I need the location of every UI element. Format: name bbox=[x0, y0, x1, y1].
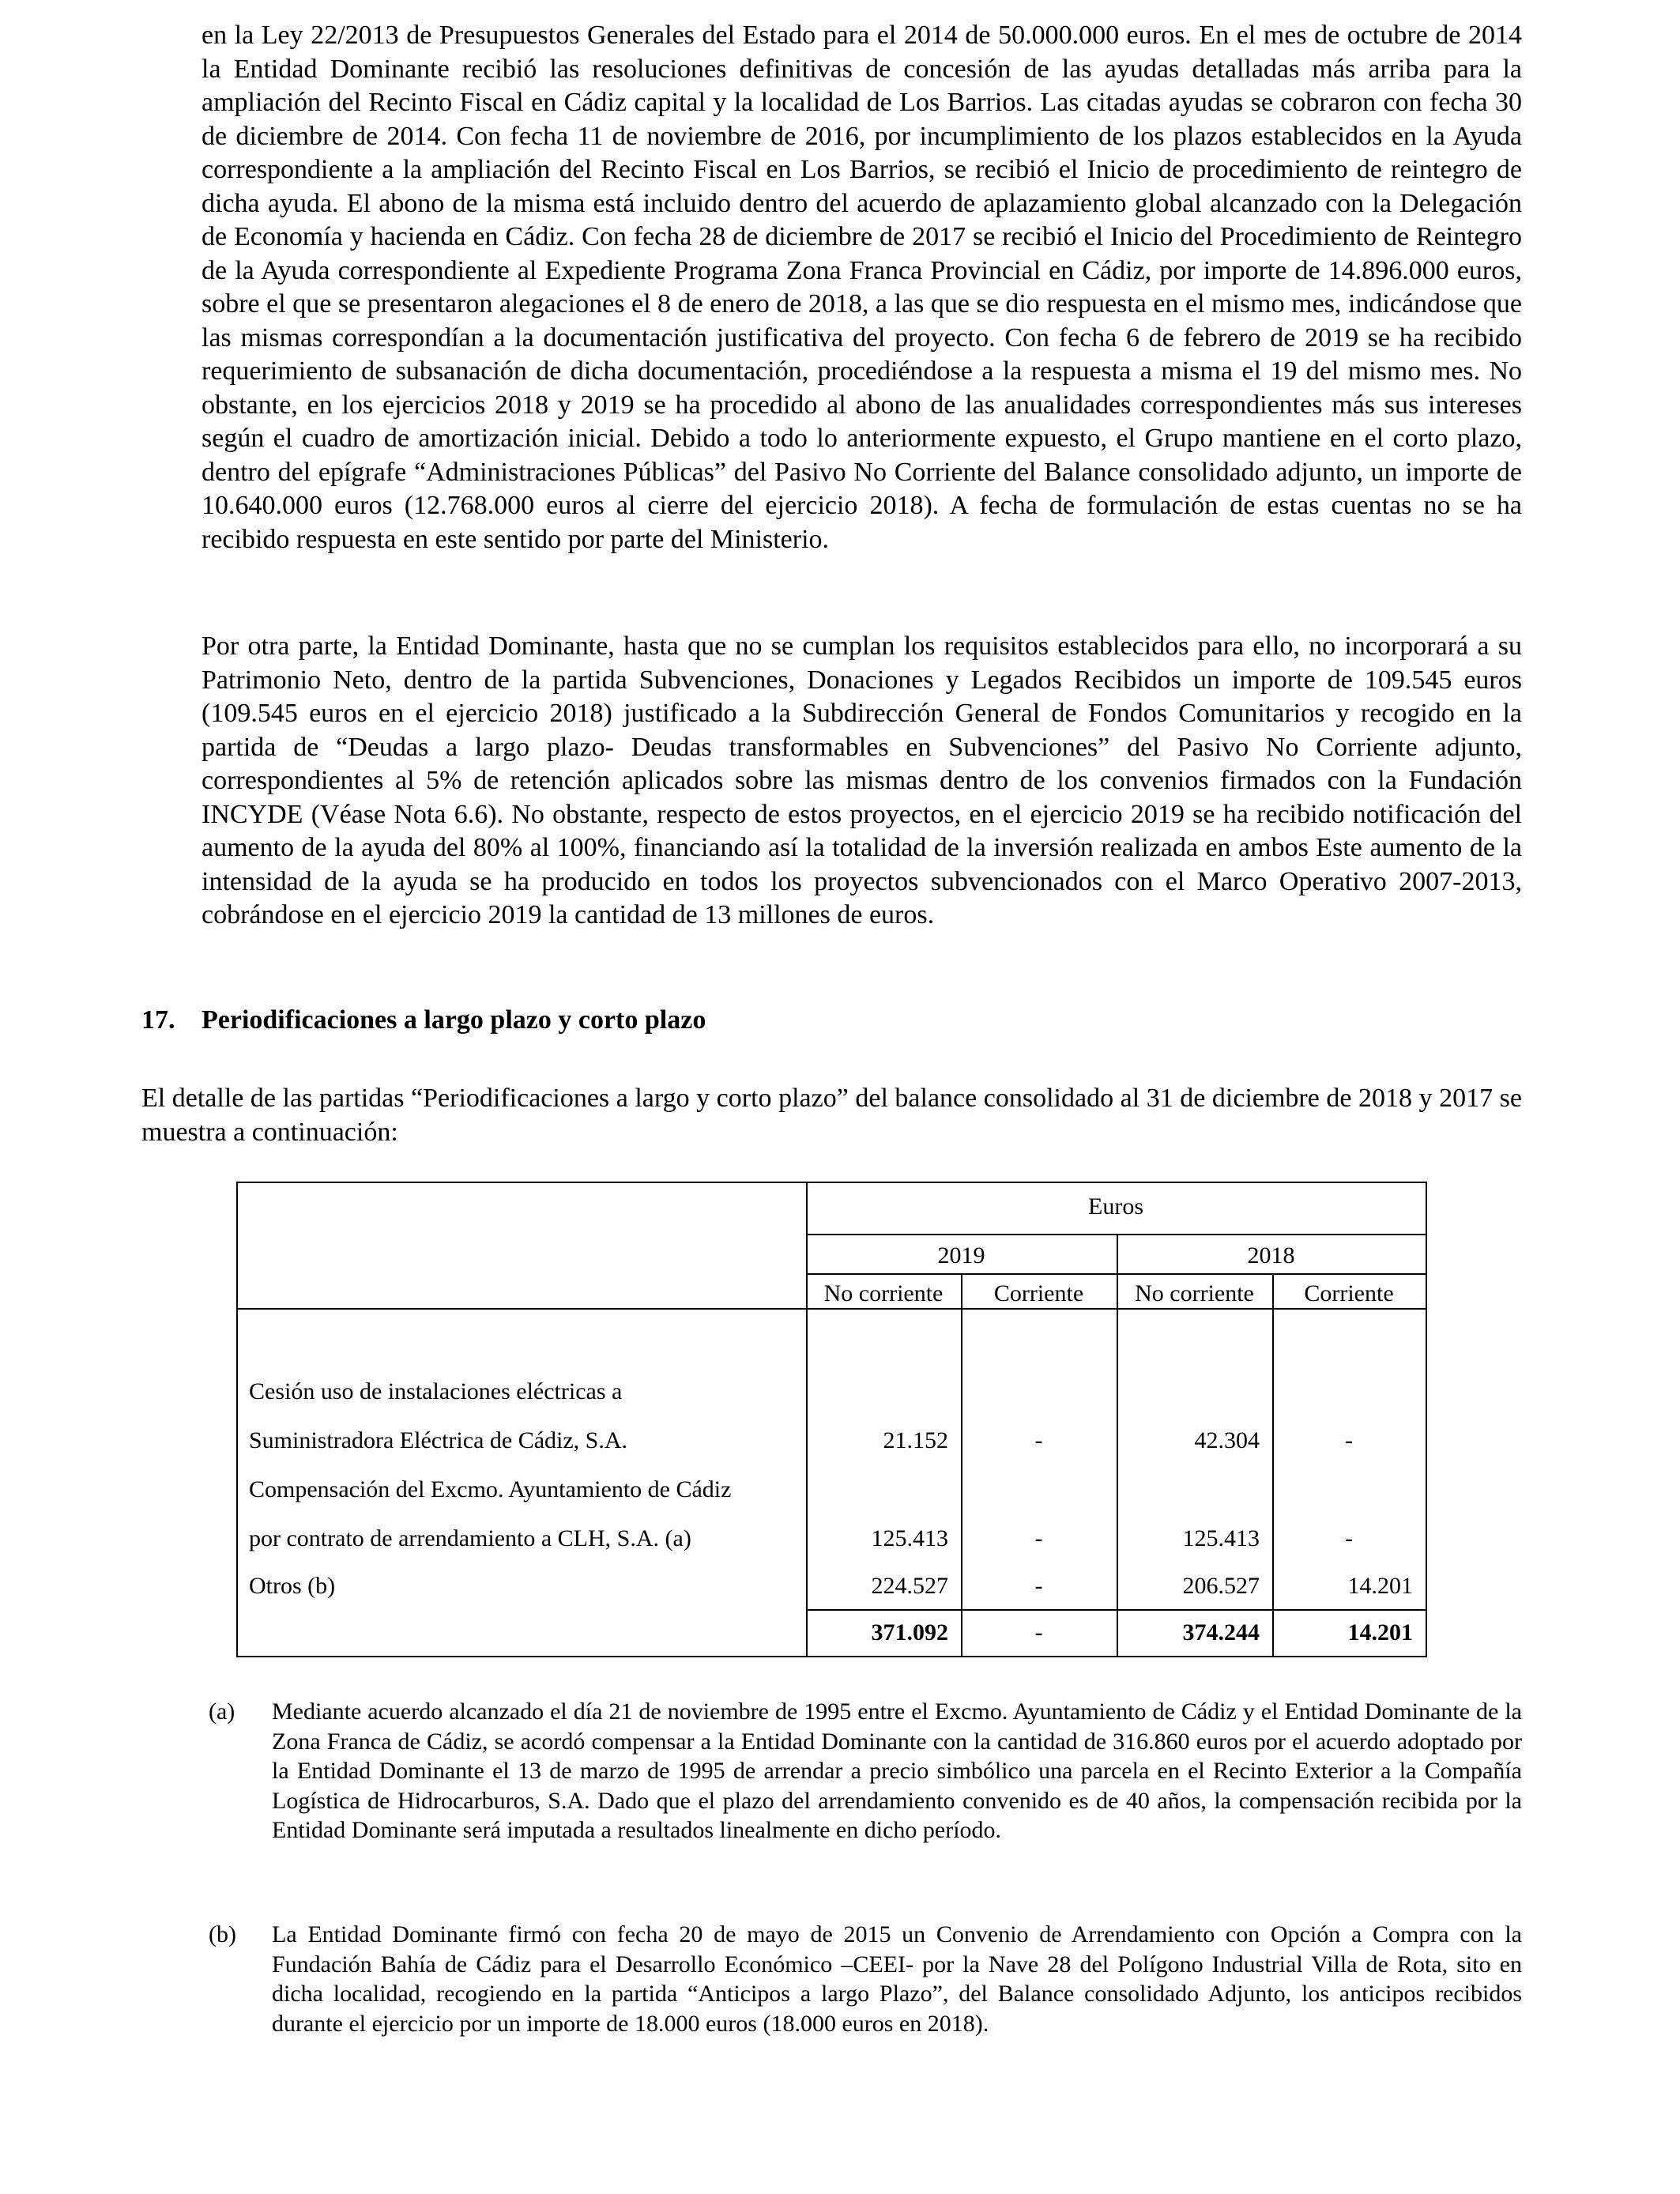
table-divider bbox=[806, 1234, 1426, 1235]
footnote-b bbox=[209, 1920, 1522, 2046]
section-title: Periodificaciones a largo plazo y corto plazo bbox=[202, 1005, 706, 1035]
row-label: Suministradora Eléctrica de Cádiz, S.A. bbox=[249, 1427, 628, 1453]
footnote-a bbox=[209, 1697, 1522, 1934]
section-heading bbox=[141, 1004, 706, 1037]
year-header-2018: 2018 bbox=[1247, 1242, 1295, 1269]
subheader-no-corriente: No corriente bbox=[823, 1280, 944, 1306]
row-label: Otros (b) bbox=[249, 1573, 336, 1599]
row-label: Cesión uso de instalaciones eléctricas a bbox=[249, 1378, 623, 1404]
paragraph-subvenciones: Por otra parte, la Entidad Dominante, hasta que no se cumplan los requisitos establecidos para ello, no incorporará a su Patrimonio Neto, dentro de la partida Subvenciones, Donaciones y Legados Recibidos un importe de 109.545 euros (109.545 euros en el ejercicio 2018) justificado a la Subdirección General de Fondos Comunitarios y recogido en la partida de “Deudas a largo plazo- Deudas transformables en Subvenciones” del Pasivo No Corriente adjunto, correspondientes al 5% de retención aplicados sobre las mismas dentro de los convenios firmados con la Fundación INCYDE (Véase Nota 6.6). No obstante, respecto de estos proyectos, en el ejercicio 2019 se ha recibido notificación del aumento de la ayuda del 80% al 100%, financiando así la totalidad de la inversión realizada en ambos Este aumento de la intensidad de la ayuda se ha producido en todos los proyectos subvencionados con el Marco Operativo 2007-2013, cobrándose en el ejercicio 2019 la cantidad de 13 millones de euros. bbox=[202, 631, 1522, 929]
footnote-marker: (a) bbox=[209, 1698, 235, 1725]
table-divider bbox=[238, 1308, 1426, 1310]
year-header-2019: 2019 bbox=[937, 1242, 985, 1269]
table-cell: 125.413 bbox=[871, 1525, 948, 1551]
paragraph-table-intro: El detalle de las partidas “Periodificaciones a largo y corto plazo” del balance consolidado al 31 de diciembre de 2018 y 2017 se muestra a continuación: bbox=[141, 1084, 1522, 1147]
footnote-text: La Entidad Dominante firmó con fecha 20 de mayo de 2015 un Convenio de Arrendamiento con Opción a Compra con la Fundación Bahía de Cádiz para el Desarrollo Económico –CEEI- por la Nave 28 del Polígono Industrial Villa de Rota, sito en dicha localidad, recogiendo en la partida “Anticipos a largo Plazo”, del Balance consolidado Adjunto, los anticipos recibidos durante el ejercicio por un importe de 18.000 euros (18.000 euros en 2018). bbox=[272, 1921, 1522, 2037]
table-divider bbox=[806, 1609, 1426, 1611]
table-cell: - bbox=[1034, 1525, 1043, 1551]
table-cell: - bbox=[1034, 1573, 1043, 1599]
total-cell: 374.244 bbox=[1182, 1619, 1260, 1646]
row-label: Compensación del Excmo. Ayuntamiento de Cádiz bbox=[249, 1476, 732, 1502]
subheader-corriente: Corriente bbox=[1304, 1280, 1394, 1306]
table-cell: 14.201 bbox=[1347, 1573, 1413, 1599]
paragraph-ayudas-reintegro: en la Ley 22/2013 de Presupuestos Generales del Estado para el 2014 de 50.000.000 euros. En el mes de octubre de 2014 la Entidad Dominante recibió las resoluciones definitivas de concesión de las ayudas detalladas más arriba para la ampliación del Recinto Fiscal en Cádiz capital y la localidad de Los Barrios. Las citadas ayudas se cobraron con fecha 30 de diciembre de 2014. Con fecha 11 de noviembre de 2016, por incumplimiento de los plazos establecidos en la Ayuda correspondiente a la ampliación del Recinto Fiscal en Los Barrios, se recibió el Inicio de procedimiento de reintegro de dicha ayuda. El abono de la misma está incluido dentro del acuerdo de aplazamiento global alcanzado con la Delegación de Economía y hacienda en Cádiz. Con fecha 28 de diciembre de 2017 se recibió el Inicio del Procedimiento de Reintegro de la Ayuda correspondiente al Expediente Programa Zona Franca Provincial en Cádiz, por importe de 14.896.000 euros, sobre el que se presentaron alegaciones el 8 de enero de 2018, a las que se dio respuesta en el mismo mes, indicándose que las mismas correspondían a la documentación justificativa del proyecto. Con fecha 6 de febrero de 2019 se ha recibido requerimiento de subsanación de dicha documentación, procediéndose a la respuesta a misma el 19 del mismo mes. No obstante, en los ejercicios 2018 y 2019 se ha procedido al abono de las anualidades correspondientes más sus intereses según el cuadro de amortización inicial. Debido a todo lo anteriormente expuesto, el Grupo mantiene en el corto plazo, dentro del epígrafe “Administraciones Públicas” del Pasivo No Corriente del Balance consolidado adjunto, un importe de 10.640.000 euros (12.768.000 euros al cierre del ejercicio 2018). A fecha de formulación de estas cuentas no se ha recibido respuesta en este sentido por parte del Ministerio. bbox=[202, 21, 1522, 554]
table-cell: 21.152 bbox=[883, 1427, 948, 1453]
total-cell: 371.092 bbox=[871, 1619, 948, 1646]
section-number: 17. bbox=[141, 1005, 175, 1035]
table-cell: 125.413 bbox=[1182, 1525, 1260, 1551]
row-label: por contrato de arrendamiento a CLH, S.A. (a) bbox=[249, 1525, 691, 1551]
currency-header: Euros bbox=[1088, 1193, 1143, 1220]
table-cell: 206.527 bbox=[1182, 1573, 1260, 1599]
subheader-corriente: Corriente bbox=[993, 1280, 1084, 1306]
table-cell: 42.304 bbox=[1194, 1427, 1260, 1453]
periodificaciones-table bbox=[236, 1182, 1427, 1657]
table-cell: - bbox=[1034, 1427, 1043, 1453]
subheader-no-corriente: No corriente bbox=[1135, 1280, 1254, 1306]
footnote-marker: (b) bbox=[209, 1921, 236, 1947]
table-divider bbox=[806, 1273, 1426, 1275]
total-cell: - bbox=[1034, 1619, 1043, 1646]
table-cell: 224.527 bbox=[871, 1573, 948, 1599]
footnote-text: Mediante acuerdo alcanzado el día 21 de noviembre de 1995 entre el Excmo. Ayuntamiento de Cádiz y el Entidad Dominante de la Zona Franca de Cádiz, se acordó compensar a la Entidad Dominante con la cantidad de 316.860 euros por el acuerdo adoptado por la Entidad Dominante el 13 de marzo de 1995 de arrendar a precio simbólico una parcela en el Recinto Exterior a la Compañía Logística de Hidrocarburos, S.A. Dado que el plazo del arrendamiento convenido es de 40 años, la compensación recibida por la Entidad Dominante será imputada a resultados linealmente en dicho período. bbox=[272, 1698, 1522, 1843]
table-cell: - bbox=[1345, 1525, 1353, 1551]
total-cell: 14.201 bbox=[1347, 1619, 1413, 1646]
table-cell: - bbox=[1345, 1427, 1353, 1453]
table-divider bbox=[1117, 1308, 1118, 1656]
